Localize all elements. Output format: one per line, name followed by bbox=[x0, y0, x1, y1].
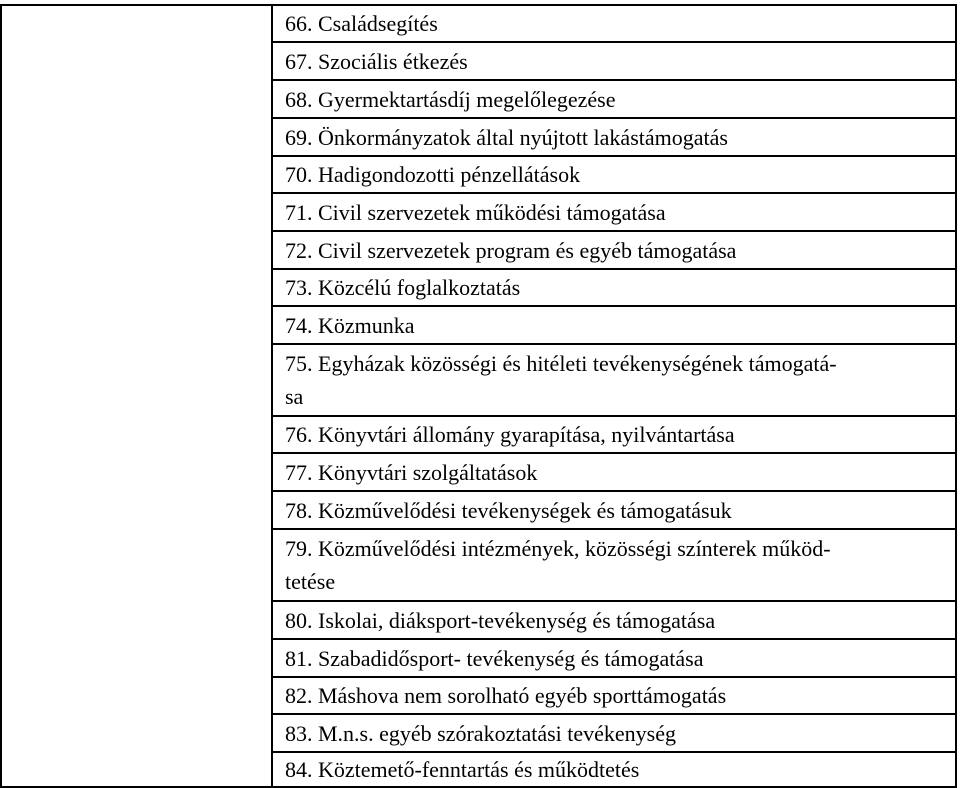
activity-item: 81. Szabadidősport- tevékenység és támogatása bbox=[272, 639, 956, 677]
activity-item: 66. Családsegítés bbox=[272, 5, 956, 42]
activity-item: 78. Közművelődési tevékenységek és támogatásuk bbox=[272, 491, 956, 529]
activity-item: 68. Gyermektartásdíj megelőlegezése bbox=[272, 80, 956, 118]
activity-table bbox=[0, 4, 957, 788]
activity-item: 77. Könyvtári szolgáltatások bbox=[272, 453, 956, 491]
activity-item: 76. Könyvtári állomány gyarapítása, nyilvántartása bbox=[272, 416, 956, 453]
activity-item: 67. Szociális étkezés bbox=[272, 42, 956, 80]
activity-item: 79. Közművelődési intézmények, közösségi színterek működ- tetése bbox=[272, 529, 956, 601]
activity-item: 70. Hadigondozotti pénzellátások bbox=[272, 156, 956, 193]
activity-item: 69. Önkormányzatok által nyújtott lakástámogatás bbox=[272, 118, 956, 156]
activity-item: 73. Közcélú foglalkoztatás bbox=[272, 269, 956, 306]
activity-item: 84. Köztemető-fenntartás és működtetés bbox=[272, 752, 956, 787]
empty-left-cell bbox=[1, 5, 272, 787]
activity-item: 82. Máshova nem sorolható egyéb sporttámogatás bbox=[272, 677, 956, 714]
activity-item: 71. Civil szervezetek működési támogatása bbox=[272, 193, 956, 231]
activity-item: 72. Civil szervezetek program és egyéb támogatása bbox=[272, 231, 956, 269]
activity-item: 75. Egyházak közösségi és hitéleti tevékenységének támogatá- sa bbox=[272, 344, 956, 416]
activity-item: 74. Közmunka bbox=[272, 306, 956, 344]
activity-item: 83. M.n.s. egyéb szórakoztatási tevékenység bbox=[272, 714, 956, 752]
activity-item: 80. Iskolai, diáksport-tevékenység és támogatása bbox=[272, 601, 956, 639]
